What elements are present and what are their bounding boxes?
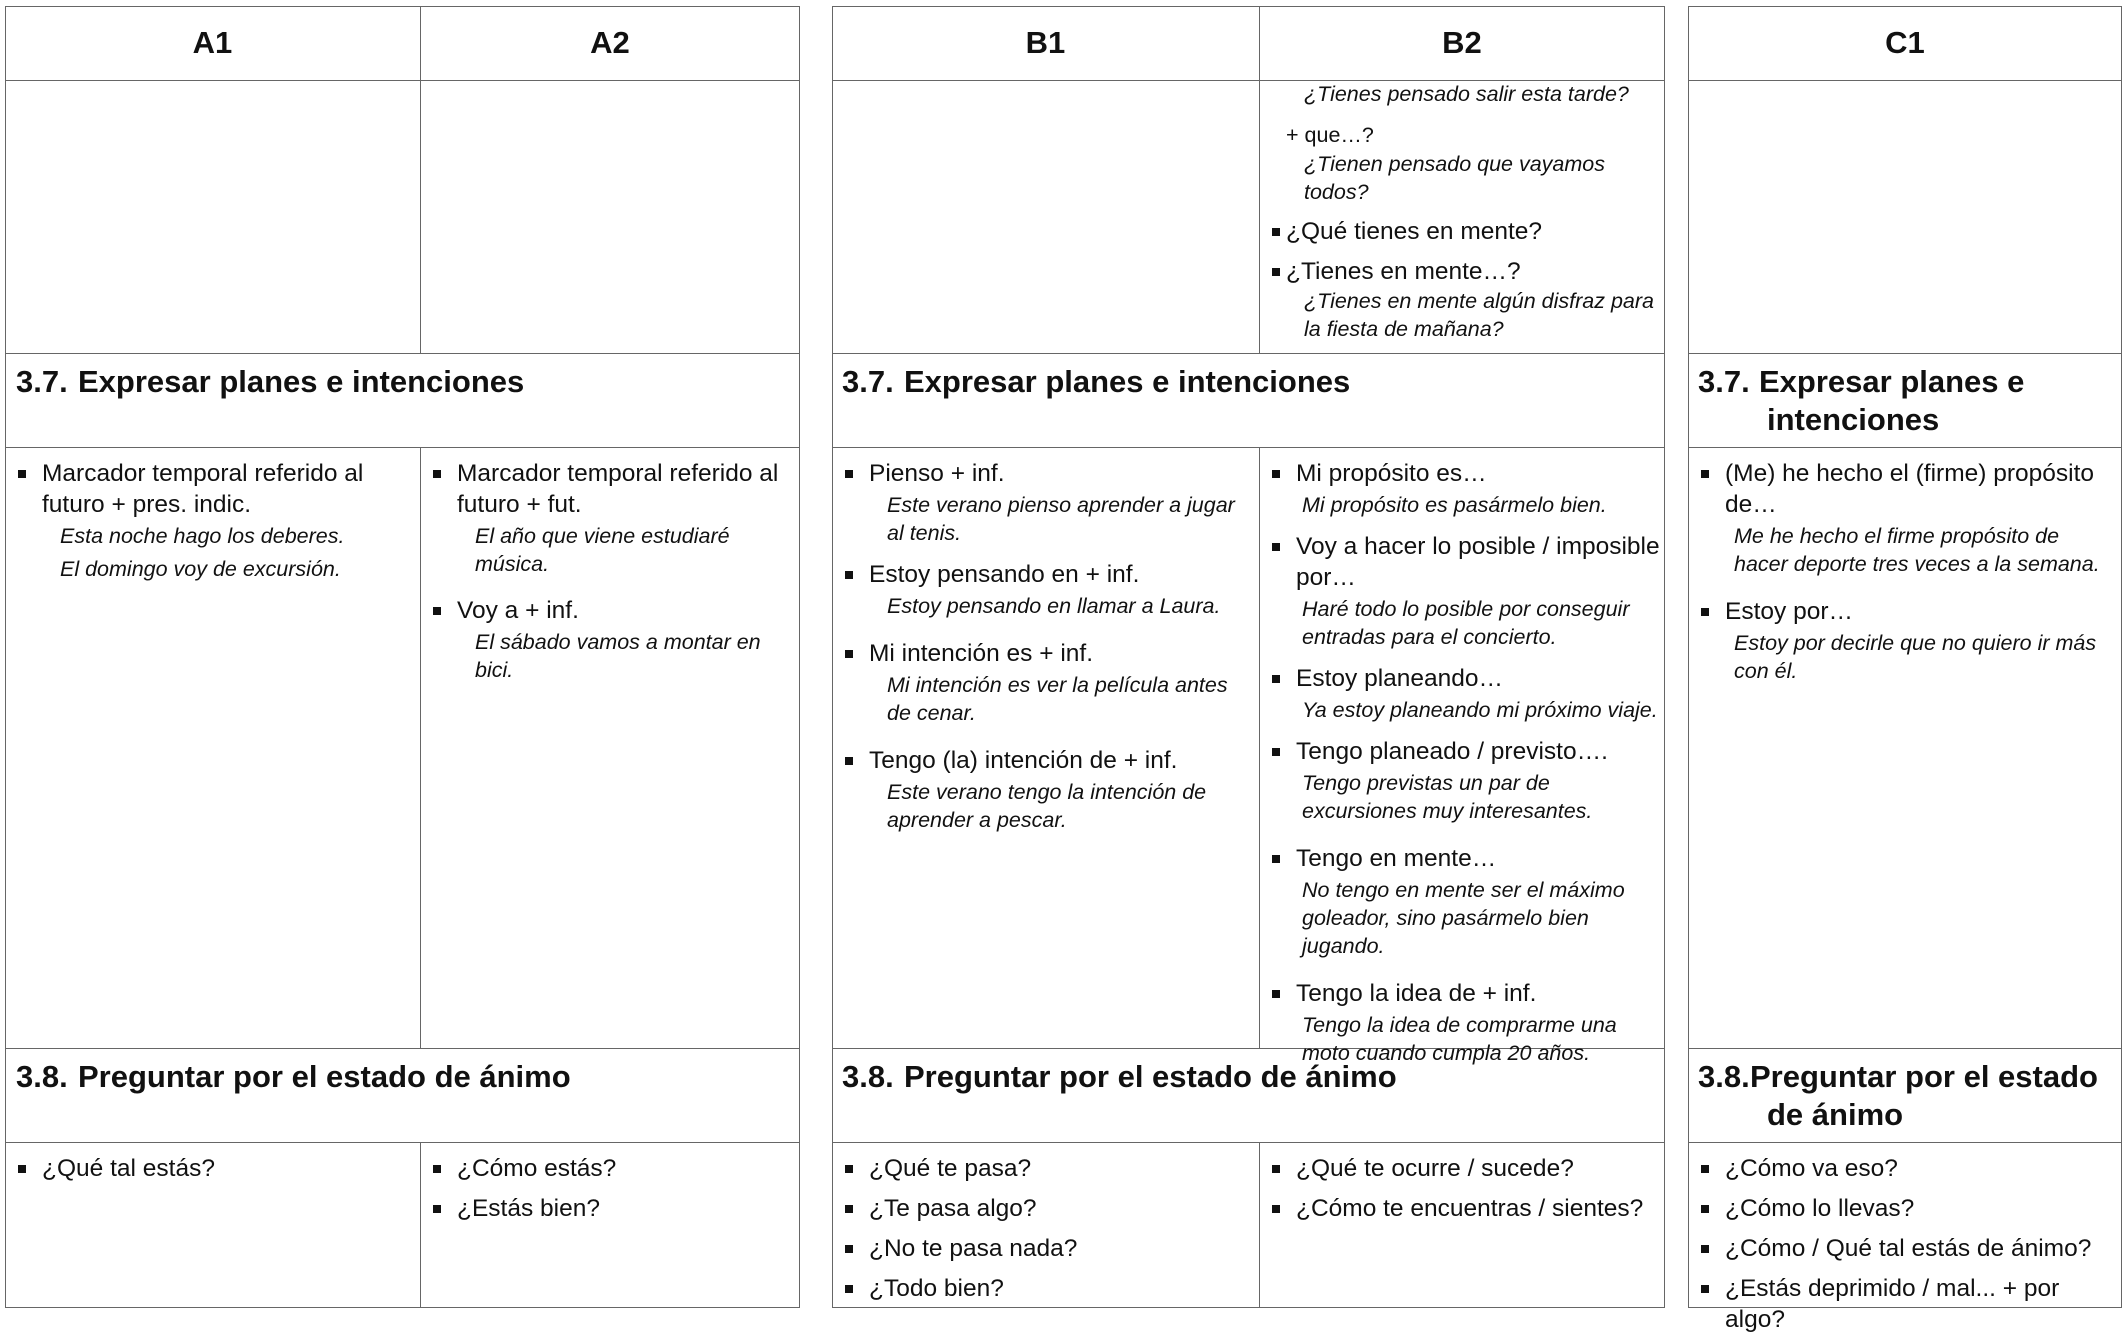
section-title: Preguntar por el estado de ánimo <box>1750 1059 2098 1132</box>
a1-plans-cell <box>14 458 414 583</box>
example-text: El año que viene estudiaré música. <box>475 524 730 576</box>
list-item: Tengo (la) intención de + inf. <box>841 745 1253 776</box>
section-number: 3.8. <box>16 1059 68 1094</box>
example-text: Mi intención es ver la película antes de cenar. <box>887 673 1228 725</box>
list-item: ¿Todo bien? <box>841 1273 1253 1304</box>
section-title: Expresar planes e intenciones <box>904 364 1351 399</box>
example-text: No tengo en mente ser el máximo goleador, sino pasármelo bien jugando. <box>1302 878 1625 958</box>
a2-mood-cell <box>429 1153 795 1224</box>
b1-plans-cell <box>841 458 1253 834</box>
example-text: Estoy por decirle que no quiero ir más con él. <box>1734 631 2097 683</box>
b2-mood-cell <box>1268 1153 1660 1224</box>
b2-plans-cell <box>1268 458 1660 1067</box>
header-a1: A1 <box>192 25 233 60</box>
list-item: ¿No te pasa nada? <box>841 1233 1253 1264</box>
example-text: Esta noche hago los deberes. <box>60 524 345 548</box>
example-text: ¿Tienes pensado salir esta tarde? <box>1304 82 1629 106</box>
list-item: Voy a + inf. <box>429 595 795 626</box>
example-text: ¿Tienen pensado que vayamos todos? <box>1304 152 1605 204</box>
list-item: Tengo planeado / previsto…. <box>1268 736 1660 767</box>
list-item: Mi propósito es… <box>1268 458 1660 489</box>
list-item: ¿Qué tal estás? <box>14 1153 414 1184</box>
list-item: Mi intención es + inf. <box>841 638 1253 669</box>
section-3-7-title-c <box>1698 363 2116 439</box>
example-text: Me he hecho el firme propósito de hacer deporte tres veces a la semana. <box>1734 524 2100 576</box>
list-item: Estoy planeando… <box>1268 663 1660 694</box>
example-text: Tengo la idea de comprarme una moto cuando cumpla 20 años. <box>1302 1013 1617 1065</box>
list-item: Estoy por… <box>1697 596 2117 627</box>
c1-plans-cell <box>1697 458 2117 685</box>
example-text: El domingo voy de excursión. <box>60 557 341 581</box>
list-item: Tengo la idea de + inf. <box>1268 978 1660 1009</box>
a2-plans-cell <box>429 458 795 684</box>
section-3-7-title-b <box>842 363 1657 401</box>
section-title: Expresar planes e intenciones <box>1759 364 2025 437</box>
list-item: Marcador temporal referido al futuro + pres. indic. <box>14 458 414 520</box>
section-title: Preguntar por el estado de ánimo <box>904 1059 1397 1094</box>
list-item: Voy a hacer lo posible / imposible por… <box>1268 531 1660 593</box>
list-item: ¿Cómo va eso? <box>1697 1153 2117 1184</box>
list-item: ¿Cómo te encuentras / sientes? <box>1268 1193 1660 1224</box>
section-number: 3.8. <box>1698 1059 1750 1094</box>
list-item: ¿Estás bien? <box>429 1193 795 1224</box>
example-text: El sábado vamos a montar en bici. <box>475 630 761 682</box>
example-text: Haré todo lo posible por conseguir entradas para el concierto. <box>1302 597 1630 649</box>
section-3-8-title-a <box>16 1058 796 1096</box>
header-a2: A2 <box>590 25 630 60</box>
section-3-7-title-a <box>16 363 796 401</box>
b2-top-cell <box>1268 80 1660 343</box>
list-item: Tengo en mente… <box>1268 843 1660 874</box>
list-item: ¿Cómo estás? <box>429 1153 795 1184</box>
a1-mood-cell <box>14 1153 414 1184</box>
example-text: Este verano tengo la intención de aprender a pescar. <box>887 780 1207 832</box>
header-c1: C1 <box>1885 25 1925 60</box>
c1-mood-cell <box>1697 1153 2117 1335</box>
section-number: 3.8. <box>842 1059 894 1094</box>
sub-item: + que…? <box>1286 123 1374 147</box>
list-item: ¿Estás deprimido / mal... + por algo? <box>1697 1273 2117 1335</box>
example-text: Este verano pienso aprender a jugar al tenis. <box>887 493 1235 545</box>
list-item: Pienso + inf. <box>841 458 1253 489</box>
example-text: Ya estoy planeando mi próximo viaje. <box>1302 698 1658 722</box>
section-number: 3.7. <box>1698 364 1750 399</box>
b1-mood-cell <box>841 1153 1253 1304</box>
list-item: ¿Qué te ocurre / sucede? <box>1268 1153 1660 1184</box>
section-title: Expresar planes e intenciones <box>78 364 525 399</box>
list-item: ¿Tienes en mente…? <box>1268 256 1660 287</box>
section-3-8-title-c <box>1698 1058 2116 1134</box>
example-text: Tengo previstas un par de excursiones muy interesantes. <box>1302 771 1593 823</box>
example-text: Estoy pensando en llamar a Laura. <box>887 594 1221 618</box>
section-3-8-title-b <box>842 1058 1657 1096</box>
example-text: ¿Tienes en mente algún disfraz para la fiesta de mañana? <box>1304 289 1654 341</box>
section-title: Preguntar por el estado de ánimo <box>78 1059 571 1094</box>
list-item: ¿Te pasa algo? <box>841 1193 1253 1224</box>
list-item: Marcador temporal referido al futuro + fut. <box>429 458 795 520</box>
example-text: Mi propósito es pasármelo bien. <box>1302 493 1607 517</box>
header-b1: B1 <box>1025 25 1066 60</box>
section-number: 3.7. <box>16 364 68 399</box>
list-item: (Me) he hecho el (firme) propósito de… <box>1697 458 2117 520</box>
list-item: ¿Qué tienes en mente? <box>1268 216 1660 247</box>
header-b2: B2 <box>1442 25 1482 60</box>
section-number: 3.7. <box>842 364 894 399</box>
list-item: ¿Cómo / Qué tal estás de ánimo? <box>1697 1233 2117 1264</box>
list-item: Estoy pensando en + inf. <box>841 559 1253 590</box>
list-item: ¿Cómo lo llevas? <box>1697 1193 2117 1224</box>
list-item: ¿Qué te pasa? <box>841 1153 1253 1184</box>
